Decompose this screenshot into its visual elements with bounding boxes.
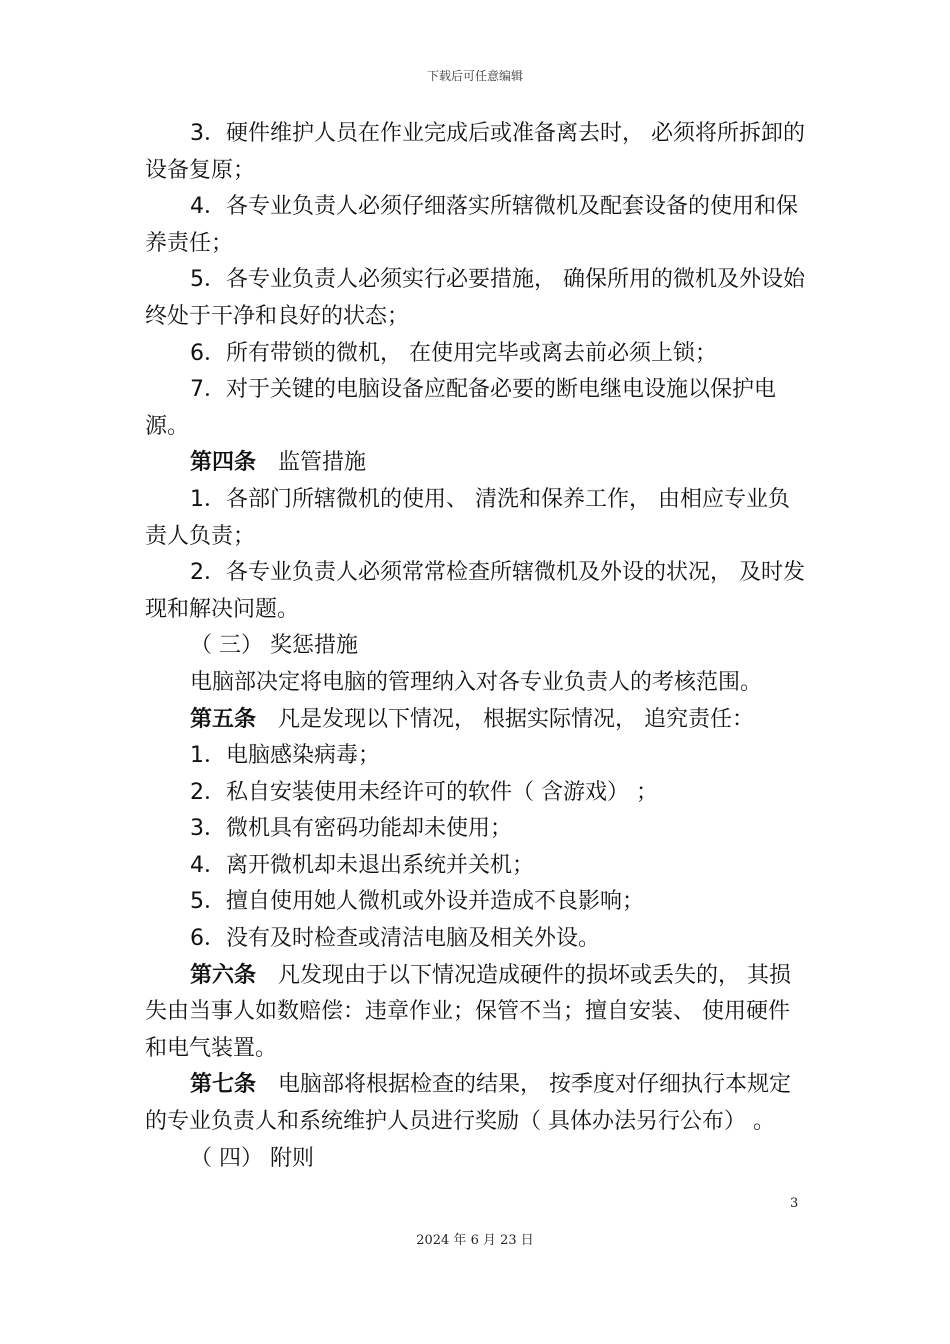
paragraph-violation-4: 4．离开微机却未退出系统并关机； xyxy=(190,852,534,878)
paragraph-assessment: 电脑部决定将电脑的管理纳入对各专业负责人的考核范围。 xyxy=(190,669,763,695)
article-six xyxy=(145,958,810,1068)
page-header: 下载后可任意编辑 xyxy=(426,69,523,83)
paragraph-violation-2: 2．私自安装使用未经许可的软件（ 含游戏） ； xyxy=(190,779,658,805)
document-body xyxy=(145,116,810,1177)
section-heading-appendix: （ 四） 附则 xyxy=(190,1145,314,1171)
paragraph-item-3: 3．硬件维护人员在作业完成后或准备离去时， 必须将所拆卸的设备复原； xyxy=(145,121,805,183)
article-seven-text: 电脑部将根据检查的结果， 按季度对仔细执行本规定的专业负责人和系统维护人员进行奖励（ 具体办法另行公布） 。 xyxy=(145,1072,792,1135)
article-five xyxy=(145,702,810,739)
page-footer-date: 2024 年 6 月 23 日 xyxy=(416,1233,534,1248)
paragraph-item-7: 7．对于关键的电脑设备应配备必要的断电继电设施以保护电源。 xyxy=(145,377,776,439)
article-six-text: 凡发现由于以下情况造成硬件的损坏或丢失的， 其损失由当事人如数赔偿：违章作业；保管不当；擅自安装、 使用硬件和电气装置。 xyxy=(145,962,792,1061)
paragraph-violation-6: 6．没有及时检查或清洁电脑及相关外设。 xyxy=(190,926,600,952)
article-four-heading: 第四条 xyxy=(190,450,257,476)
paragraph-supervision-2: 2．各专业负责人必须常常检查所辖微机及外设的状况， 及时发现和解决问题。 xyxy=(145,560,805,622)
paragraph-item-6: 6．所有带锁的微机， 在使用完毕或离去前必须上锁； xyxy=(190,340,717,366)
paragraph-violation-3: 3．微机具有密码功能却未使用； xyxy=(190,816,512,842)
paragraph-violation-5: 5．擅自使用她人微机或外设并造成不良影响； xyxy=(190,889,644,915)
paragraph-item-4: 4．各专业负责人必须仔细落实所辖微机及配套设备的使用和保养责任； xyxy=(145,194,798,256)
section-heading-rewards: （ 三） 奖惩措施 xyxy=(190,633,358,659)
article-seven xyxy=(145,1067,810,1140)
article-four xyxy=(145,445,810,482)
article-five-heading: 第五条 xyxy=(190,706,257,732)
article-seven-heading: 第七条 xyxy=(190,1072,257,1098)
paragraph-violation-1: 1．电脑感染病毒； xyxy=(190,743,380,769)
paragraph-supervision-1: 1．各部门所辖微机的使用、 清洗和保养工作， 由相应专业负责人负责； xyxy=(145,486,790,549)
article-five-text: 凡是发现以下情况， 根据实际情况， 追究责任： xyxy=(256,706,755,732)
article-four-text: 监管措施 xyxy=(256,450,367,476)
article-six-heading: 第六条 xyxy=(190,962,257,988)
paragraph-item-5: 5．各专业负责人必须实行必要措施， 确保所用的微机及外设始终处于干净和良好的状态； xyxy=(145,267,805,329)
page-number: 3 xyxy=(790,1196,799,1211)
